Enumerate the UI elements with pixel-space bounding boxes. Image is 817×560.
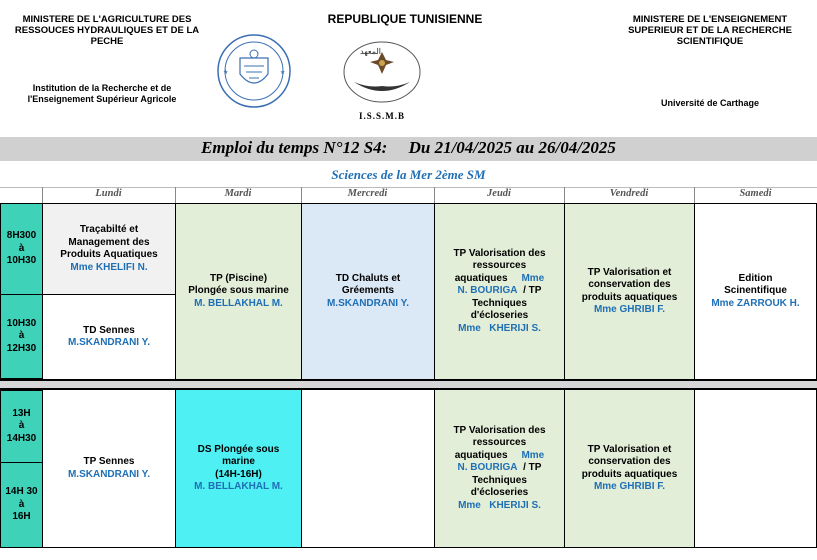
day-lundi: Lundi — [95, 188, 122, 199]
day-mercredi: Mercredi — [347, 188, 388, 199]
session-lundi-pm[interactable]: TP Sennes M.SKANDRANI Y. — [42, 389, 176, 548]
right-ministry: MINISTERE DE L'ENSEIGNEMENT SUPERIEUR ET DE LA RECHERCHE SCIENTIFIQUE — [628, 14, 792, 47]
time-slot-1: 8H300 à 10H30 — [0, 203, 43, 295]
session-samedi-pm[interactable] — [694, 389, 817, 548]
class-subtitle: Sciences de la Mer 2ème SM — [331, 167, 486, 182]
session-mardi-pm[interactable]: DS Plongée sous marine (14H-16H) M. BELLAKHAL M. — [175, 389, 302, 548]
svg-text:ﺍﻟﻤﻌﻬﺪ: ﺍﻟﻤﻌﻬﺪ — [360, 47, 382, 56]
session-jeudi-pm[interactable]: TP Valorisation des ressources aquatiques Mme N. BOURIGA / TP Techniques d'écloseries Mme KHERIJI S. — [434, 389, 565, 548]
session-mardi-am[interactable]: TP (Piscine) Plongée sous marine M. BELLAKHAL M. — [175, 203, 302, 380]
schedule-title: Emploi du temps N°12 S4: Du 21/04/2025 au 26/04/2025 — [201, 138, 616, 157]
session-lundi-slot1[interactable]: Traçabilté et Management des Produits Aquatiques Mme KHELIFI N. — [42, 203, 176, 295]
day-mardi: Mardi — [224, 188, 252, 199]
day-jeudi: Jeudi — [487, 188, 511, 199]
republic-title: REPUBLIQUE TUNISIENNE — [327, 12, 483, 26]
day-vendredi: Vendredi — [609, 188, 649, 199]
time-slot-4: 14H 30 à 16H — [0, 462, 43, 548]
session-vendredi-am[interactable]: TP Valorisation et conservation des produits aquatiques Mme GHRIBI F. — [564, 203, 695, 380]
right-university: Université de Carthage — [660, 98, 760, 108]
session-vendredi-pm[interactable]: TP Valorisation et conservation des produits aquatiques Mme GHRIBI F. — [564, 389, 695, 548]
tunisia-seal-logo — [216, 32, 292, 110]
svg-text:★: ★ — [280, 70, 286, 76]
time-slot-2: 10H30 à 12H30 — [0, 294, 43, 379]
session-samedi-am[interactable]: Edition Scinentifique Mme ZARROUK H. — [694, 203, 817, 380]
svg-text:★: ★ — [223, 70, 229, 76]
logo-caption: I.S.S.M.B — [358, 111, 405, 121]
session-jeudi-am[interactable]: TP Valorisation des ressources aquatiques Mme N. BOURIGA / TP Techniques d'écloseries Mme KHERIJI S. — [434, 203, 565, 380]
left-institution: Institution de la Recherche et de l'Enseignement Supérieur Agricole — [27, 83, 177, 104]
session-mercredi-am[interactable]: TD Chaluts et Gréements M.SKANDRANI Y. — [301, 203, 435, 380]
session-mercredi-pm[interactable] — [301, 389, 435, 548]
time-slot-3: 13H à 14H30 — [0, 390, 43, 463]
session-lundi-slot2[interactable]: TD Sennes M.SKANDRANI Y. — [42, 294, 176, 380]
issmb-logo — [340, 38, 424, 112]
day-samedi: Samedi — [739, 188, 772, 199]
left-ministry: MINISTERE DE L'AGRICULTURE DES RESSOUCES HYDRAULIQUES ET DE LA PECHE — [14, 14, 200, 47]
